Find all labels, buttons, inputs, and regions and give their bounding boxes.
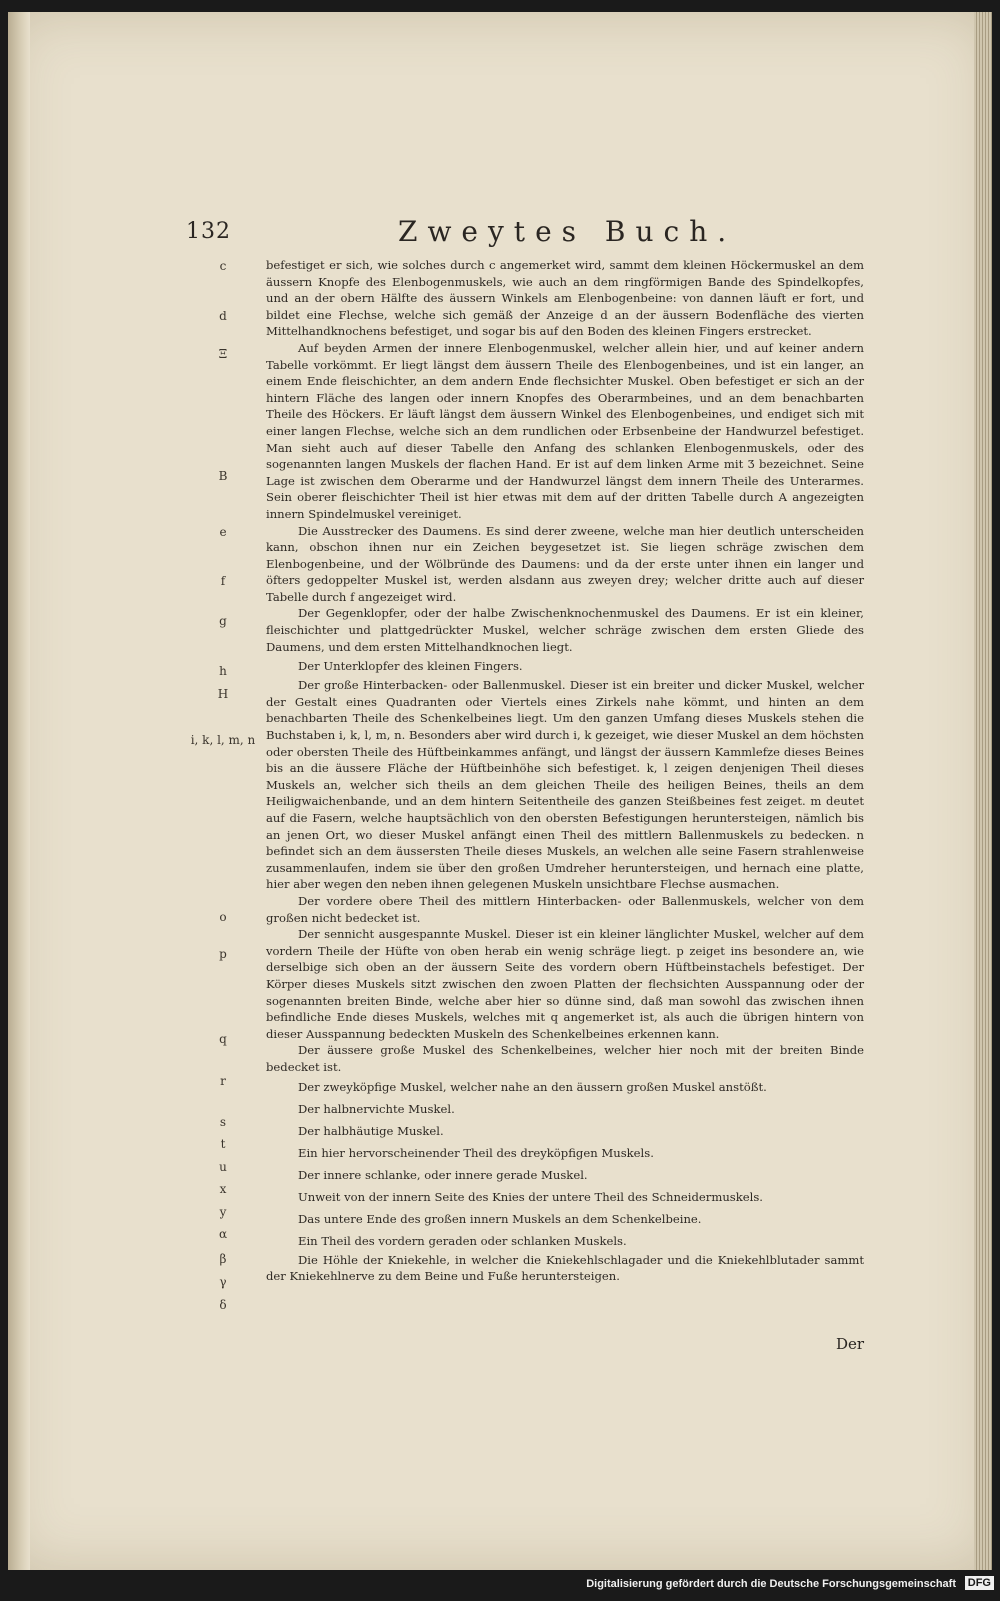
catchword: Der <box>836 1335 865 1353</box>
list-item: Das untere Ende des großen innern Muskels an dem Schenkelbeine. <box>298 1211 702 1226</box>
margin-marker: γ <box>219 1275 227 1289</box>
page-number: 132 <box>186 219 231 244</box>
list-item: Der zweyköpfige Muskel, welcher nahe an den äussern großen Muskel anstößt. <box>298 1079 767 1094</box>
list-item: Unweit von der innern Seite des Knies der untere Theil des Schneidermuskels. <box>298 1189 763 1204</box>
margin-marker: r <box>220 1074 226 1088</box>
margin-marker: e <box>219 525 227 539</box>
margin-marker: u <box>219 1160 227 1174</box>
paragraph: Der Unterklopfer des kleinen Fingers. <box>298 659 523 674</box>
margin-marker: g <box>219 614 227 628</box>
margin-marker: h <box>219 664 227 678</box>
paragraph: befestiget er sich, wie solches durch c angemerket wird, sammt dem kleinen Höckermuskel an dem äussern Knopfe des Elenbogenmuskels, wie auch an dem ringförmigen Bande des Spindelkopfes, und an der obern Hälfte des äussern Winkels am Elenbogenbeine: von dannen läuft er fort, und bildet eine Flechse, welche sich gemäß der Anzeige d an der äussern Bodenfläche des vierten Mittelhandknochens befestiget, und sogar bis auf den Boden des kleinen Fingers erstrecket. <box>266 258 864 339</box>
margin-markers <box>188 12 258 1570</box>
list-item: Die Höhle der Kniekehle, in welcher die Kniekehlschlagader und die Kniekehlblutader sammt der Kniekehlnerve zu dem Beine und Fuße heruntersteigen. <box>266 1252 864 1284</box>
dfg-logo: DFG <box>965 1576 994 1590</box>
margin-marker: β <box>219 1252 227 1266</box>
list-item: Der halbhäutige Muskel. <box>298 1123 444 1138</box>
body-text <box>266 257 864 1285</box>
paragraph: Der sennicht ausgespannte Muskel. Dieser ist ein kleiner länglichter Muskel, welcher auf dem vordern Theile der Hüfte von oben herab ein wenig schräge liegt. p zeiget ins besondere an, wie derselbige sich oben an der äussern Seite des vordern obern Hüftbeinstachels befestiget. Der Körper dieses Muskels sitzt zwischen den zwoen Platten der flechsichten Ausspannung oder der sogenannten breiten Binde, welche aber hier so dünne sind, daß man sowohl das zwischen ihnen befindliche Ende dieses Muskels, welches mit q angemerket ist, als auch die übrigen hintern von dieser Ausspannung bedeckten Muskeln des Schenkelbeines erkennen kann. <box>266 927 864 1041</box>
margin-marker: α <box>218 1227 228 1241</box>
list-item: Ein hier hervorscheinender Theil des dreyköpfigen Muskels. <box>298 1145 654 1160</box>
running-head: Zweytes Buch. <box>398 215 737 248</box>
margin-marker: B <box>218 469 228 483</box>
paragraph: Der Gegenklopfer, oder der halbe Zwischenknochenmuskel des Daumens. Er ist ein kleiner, fleischichter und plattgedrückter Muskel, welcher schräge zwischen dem ersten Gliede des Daumens, und dem ersten Mittelhandknochen liegt. <box>266 606 864 654</box>
margin-marker: o <box>219 910 227 924</box>
list-item: Der innere schlanke, oder innere gerade Muskel. <box>298 1167 588 1182</box>
margin-marker: y <box>219 1205 227 1219</box>
margin-marker: d <box>219 309 227 323</box>
margin-marker: H <box>217 687 229 701</box>
book-page <box>8 12 992 1570</box>
paragraph: Der große Hinterbacken- oder Ballenmuskel. Dieser ist ein breiter und dicker Muskel, welcher der Gestalt eines Quadranten oder Viertels eines Zirkels nahe kömmt, und hinten an dem benachbarten Theile des Schenkelbeines liegt. Um den ganzen Umfang dieses Muskels stehen die Buchstaben i, k, l, m, n. Besonders aber wird durch i, k gezeiget, wie dieser Muskel an dem höchsten oder obersten Theile des Hüftbeinkammes anfängt, und längst der äussern Kammlefze dieses Beines bis an die äussere Fläche der Hüftbeinhöhe sich befestiget. k, l zeigen denjenigen Theil dieses Muskels an, welcher sich theils an dem gleichen Theile des heiligen Beines, theils an dem Heiligwaichenbande, und an dem hintern Seitentheile des ganzen Steißbeines fest zeiget. m deutet auf die Fasern, welche hauptsächlich von den obersten Befestigungen heruntersteigen, nämlich bis an jenen Ort, wo dieser Muskel anfängt einen Theil des mittlern Ballenmuskels zu bedecken. n befindet sich an dem äussersten Theile dieses Muskels, an welchen alle seine Fasern strahlenweise zusammenlaufen, indem sie über den großen Umdreher heruntersteigen, und hernach eine platte, hier aber wegen den neben ihnen gelegenen Muskeln unsichtbare Flechse ausmachen. <box>266 678 864 892</box>
margin-marker: f <box>220 574 226 588</box>
margin-marker: t <box>220 1137 226 1151</box>
footer-bar <box>0 1570 1000 1601</box>
margin-marker: c <box>219 259 227 273</box>
paragraph: Die Ausstrecker des Daumens. Es sind derer zweene, welche man hier deutlich unterscheiden kann, obschon ihnen nur ein Zeichen beygesetzet ist. Sie liegen schräge zwischen dem Elenbogenbeine, und der Wölbründe des Daumens: und da der erste unter ihnen ein langer und öfters gedoppelter Muskel ist, werden alsdann aus zweyen drey; welcher dritte auch auf dieser Tabelle durch f angezeiget wird. <box>266 523 864 604</box>
margin-marker: q <box>219 1032 227 1046</box>
funding-credit: Digitalisierung gefördert durch die Deutsche Forschungsgemeinschaft <box>586 1578 956 1590</box>
margin-marker: s <box>219 1115 227 1129</box>
page-header <box>8 215 992 251</box>
margin-marker: p <box>219 947 227 961</box>
margin-marker: i, k, l, m, n <box>190 733 256 747</box>
paragraph: Der äussere große Muskel des Schenkelbeines, welcher hier noch mit der breiten Binde bedecket ist. <box>266 1043 864 1074</box>
list-item: Ein Theil des vordern geraden oder schlanken Muskels. <box>298 1233 627 1248</box>
paragraph: Der vordere obere Theil des mittlern Hinterbacken- oder Ballenmuskels, welcher von dem großen nicht bedecket ist. <box>266 893 864 925</box>
margin-marker: δ <box>219 1298 227 1312</box>
list-item: Der halbnervichte Muskel. <box>298 1101 455 1116</box>
margin-marker: x <box>219 1182 227 1196</box>
paragraph: Auf beyden Armen der innere Elenbogenmuskel, welcher allein hier, und auf keiner andern Tabelle vorkömmt. Er liegt längst dem äussern Theile des Elenbogenbeines, und ist ein langer, an einem Ende fleischichter, an dem andern Ende flechsichter Muskel. Oben befestiget er sich an der hintern Fläche des langen oder innern Knopfes des Oberarmbeines, und an dem benachbarten Theile des Höckers. Er läuft längst dem äussern Winkel des Elenbogenbeines, und endiget sich mit einer langen Flechse, welche sich an dem rundlichen oder Erbsenbeine der Handwurzel befestiget. Man sieht auch auf dieser Tabelle den Anfang des schlanken Elenbogenmuskels, oder des sogenannten langen Muskels der flachen Hand. Er ist auf dem linken Arme mit Ʒ bezeichnet. Seine Lage ist zwischen dem Oberarme und der Handwurzel längst dem innern Theile des Unterarmes. Sein oberer fleischichter Theil ist hier etwas mit dem auf der dritten Tabelle durch A angezeigten innern Spindelmuskel vereiniget. <box>266 340 864 521</box>
margin-marker: Ξ <box>218 347 228 361</box>
